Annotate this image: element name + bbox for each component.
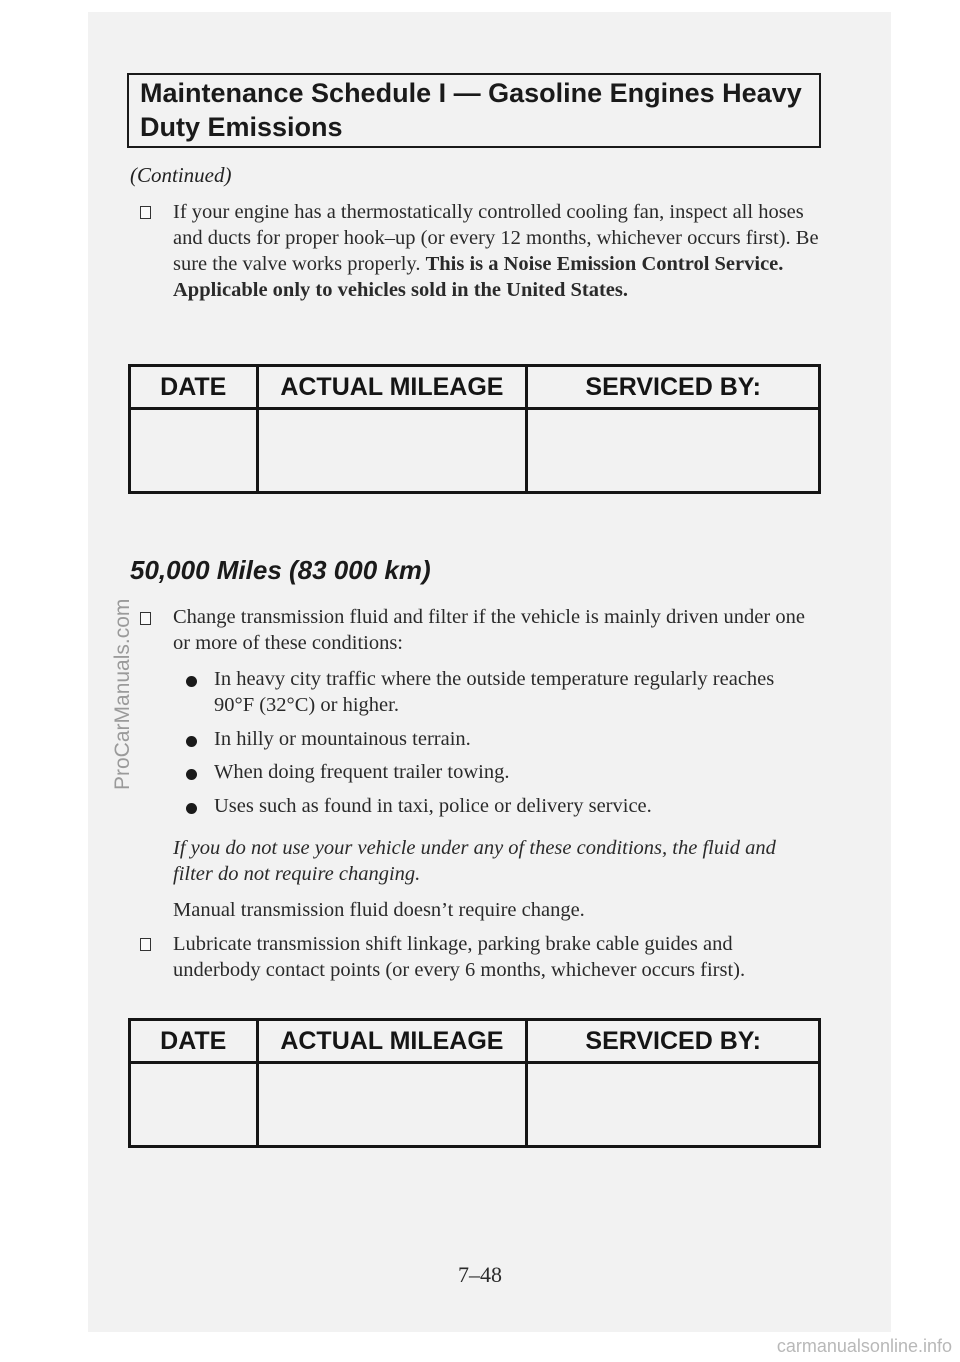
item-cooling-fan-bold: This is a Noise Emission Control Service. Applicable only to vehicles sold in the United States. bbox=[173, 253, 784, 301]
service-record-table-1 bbox=[128, 364, 821, 494]
bullet-icon bbox=[186, 736, 197, 747]
bullet-item: When doing frequent trailer towing. bbox=[214, 761, 510, 783]
bullet-item: Uses such as found in taxi, police or delivery service. bbox=[214, 795, 652, 817]
continued-label: (Continued) bbox=[130, 163, 232, 187]
bullet-icon bbox=[186, 676, 197, 687]
footer-watermark: carmanualsonline.info bbox=[776, 1336, 952, 1356]
item-lubricate: Lubricate transmission shift linkage, parking brake cable guides and underbody contact points (or every 6 months, whichever occurs first). bbox=[173, 933, 746, 981]
italic-note: If you do not use your vehicle under any of these conditions, the fluid and filter do not require changing. bbox=[173, 837, 776, 885]
serviced-by-cell[interactable] bbox=[527, 1063, 820, 1147]
item-cooling-fan bbox=[173, 199, 823, 303]
manual-note: Manual transmission fluid doesn’t require change. bbox=[173, 899, 585, 921]
bullet-icon bbox=[186, 769, 197, 780]
date-header: DATE bbox=[130, 1020, 258, 1063]
serviced-by-header: SERVICED BY: bbox=[527, 366, 820, 409]
page-title bbox=[140, 76, 820, 144]
checkbox-icon[interactable] bbox=[140, 938, 151, 951]
title-line-2: Duty Emissions bbox=[140, 112, 343, 142]
side-watermark: ProCarManuals.com bbox=[111, 598, 134, 790]
date-cell[interactable] bbox=[130, 409, 258, 493]
section-heading: 50,000 Miles (83 000 km) bbox=[130, 555, 431, 585]
mileage-cell[interactable] bbox=[257, 409, 527, 493]
mileage-header: ACTUAL MILEAGE bbox=[257, 1020, 527, 1063]
mileage-header: ACTUAL MILEAGE bbox=[257, 366, 527, 409]
service-record-table-2 bbox=[128, 1018, 821, 1148]
checkbox-icon[interactable] bbox=[140, 206, 151, 219]
serviced-by-cell[interactable] bbox=[527, 409, 820, 493]
item-cooling-fan-text: If your engine has a thermostatically controlled cooling fan, inspect all hoses and ducts for proper hook–up (or every 12 months, whichever occurs first). Be sure the valve works properly. bbox=[173, 201, 819, 275]
bullet-item: In hilly or mountainous terrain. bbox=[214, 728, 471, 750]
bullet-icon bbox=[186, 803, 197, 814]
title-line-1: Maintenance Schedule I — Gasoline Engines Heavy bbox=[140, 78, 802, 108]
date-header: DATE bbox=[130, 366, 258, 409]
date-cell[interactable] bbox=[130, 1063, 258, 1147]
checkbox-icon[interactable] bbox=[140, 612, 151, 625]
item-transmission-fluid: Change transmission fluid and filter if the vehicle is mainly driven under one or more of these conditions: bbox=[173, 606, 805, 654]
mileage-cell[interactable] bbox=[257, 1063, 527, 1147]
page-number: 7–48 bbox=[458, 1262, 502, 1287]
bullet-item: In heavy city traffic where the outside temperature regularly reaches 90°F (32°C) or higher. bbox=[214, 668, 775, 716]
serviced-by-header: SERVICED BY: bbox=[527, 1020, 820, 1063]
